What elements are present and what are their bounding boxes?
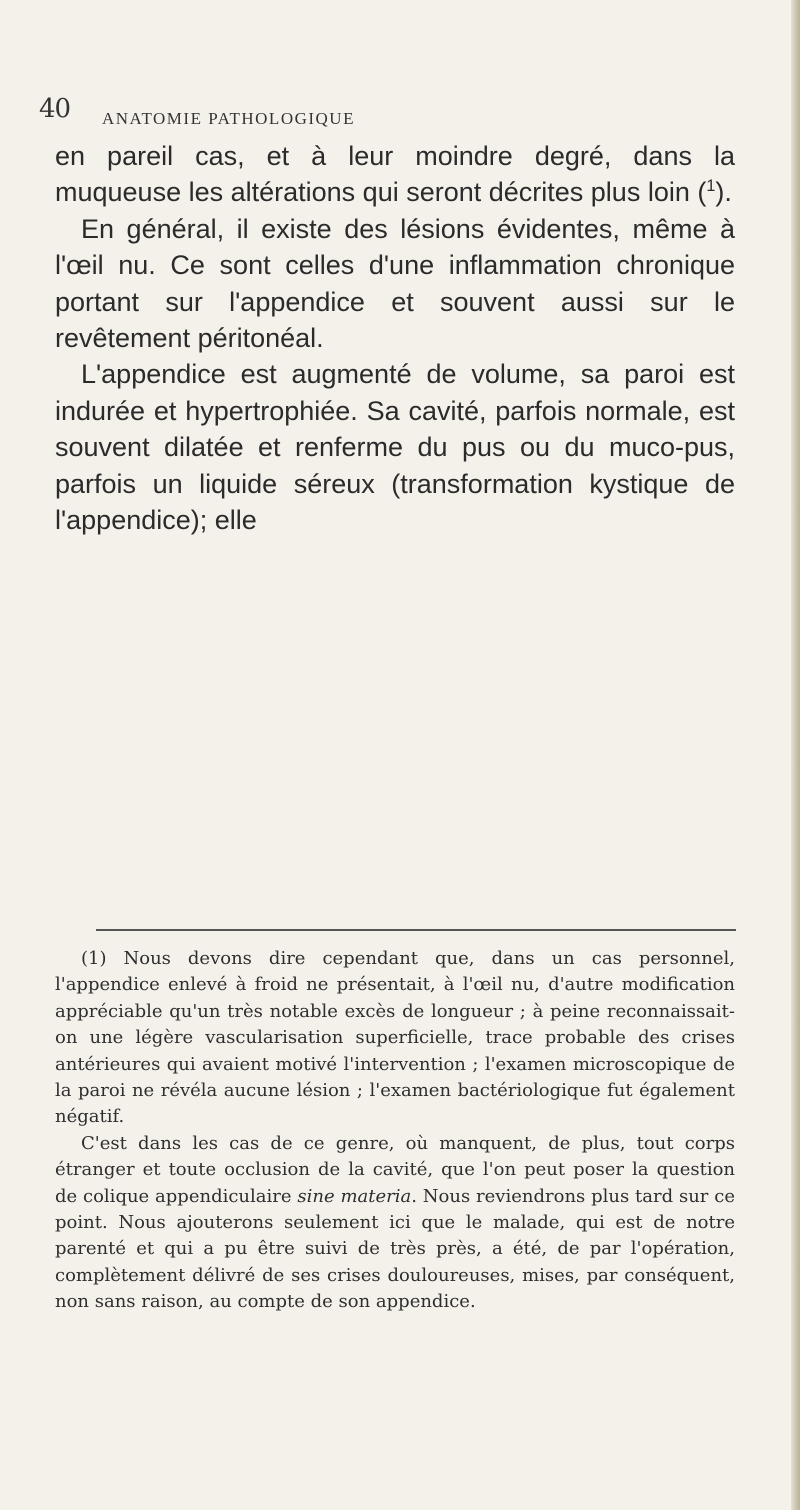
footnote-block (55, 946, 735, 1316)
footnote-paragraph-2-text: C'est dans les cas de ce genre, où manquent, de plus, tout corps étranger et toute occlusion de la cavité, que l'on peut poser la question de colique appendiculaire (55, 1132, 735, 1207)
paragraph-3: L'appendice est augmenté de volume, sa paroi est indurée et hypertrophiée. Sa cavité, parfois normale, est souvent dilatée et renferme du pus ou du muco-pus, parfois un liquide séreux (transformation kystique de l'appendice); elle (55, 359, 735, 536)
footnote-paragraph-2 (55, 1131, 735, 1316)
paragraph-2: En général, il existe des lésions évidentes, même à l'œil nu. Ce sont celles d'une inflammation chronique portant sur l'appendice et souvent aussi sur le revêtement péritonéal. (55, 213, 735, 354)
page-edge-shadow (791, 0, 800, 1510)
main-text (55, 138, 735, 538)
paragraph-1 (55, 138, 735, 211)
footnote-marker: (1) (81, 948, 107, 969)
running-head: ANATOMIE PATHOLOGIQUE (102, 109, 355, 128)
paragraph-1-text: en pareil cas, et à leur moindre degré, dans la muqueuse les altérations qui seront décrites plus loin ( (55, 141, 735, 208)
page-number: 40 (39, 94, 71, 124)
footnote-paragraph-1 (55, 946, 735, 1131)
footnote-reference[interactable]: 1 (706, 177, 716, 196)
footnote-italic-term: sine materia (297, 1185, 412, 1207)
footnote-paragraph-2-end: . Nous reviendrons plus tard sur ce point. Nous ajouterons seulement ici que le malade, qui est de notre parenté et qui a pu être suivi de très près, a été, de par l'opération, complètement délivré de ses crises douloureuses, mises, par conséquent, non sans raison, au compte de son appendice. (55, 1185, 735, 1313)
footnote-paragraph-1-text: Nous devons dire cependant que, dans un cas personnel, l'appendice enlevé à froid ne présentait, à l'œil nu, d'autre modification appréciable qu'un très notable excès de longueur ; à peine reconnaissait-on une légère vascularisation superficielle, trace probable des crises antérieures qui avaient motivé l'intervention ; l'examen microscopique de la paroi ne révéla aucune lésion ; l'examen bactériologique fut également négatif. (55, 948, 735, 1128)
footnote-divider (96, 929, 736, 931)
paragraph-1-close: ). (715, 177, 732, 208)
